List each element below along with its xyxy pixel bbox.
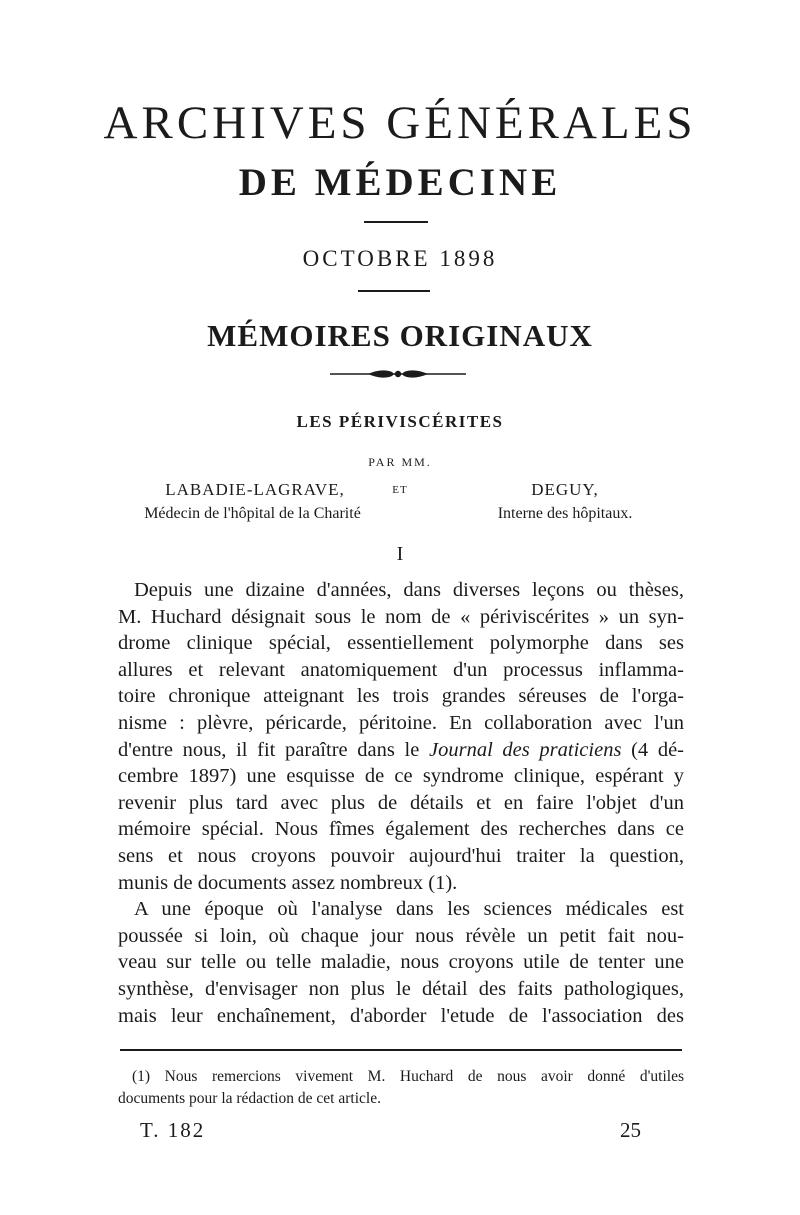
ornament-divider [330,366,466,382]
body-line: cembre 1897) une esquisse de ce syndrome clinique, espérant y [118,765,684,788]
body-line-with-citation [118,737,684,764]
footnote-line: documents pour la rédaction de cet article. [118,1090,381,1107]
journal-title: ARCHIVES GÉNÉRALES [103,97,697,149]
date-rule [358,290,430,292]
body-line: sens et nous croyons pouvoir aujourd'hui traiter la question, [118,844,684,867]
footnote-line: (1) Nous remercions vivement M. Huchard de nous avoir donné d'utiles [132,1068,684,1085]
page-number: 25 [620,1118,641,1142]
body-line: A une époque où l'analyse dans les sciences médicales est [134,898,684,921]
author-1-role: Médecin de l'hôpital de la Charité [144,505,361,522]
body-text-fragment: (4 dé- [631,738,685,761]
author-2-name: DEGUY, [531,480,599,499]
body-line: allures et relevant anatomiquement d'un processus inflamma- [118,658,684,681]
issue-date: OCTOBRE 1898 [302,246,498,271]
body-line: toire chronique atteignant les trois grandes séreuses de l'orga- [118,685,684,708]
footnote-rule [120,1049,682,1051]
journal-subtitle: DE MÉDECINE [238,161,562,204]
volume-number: T. 182 [140,1118,206,1142]
byline: PAR MM. [368,455,432,469]
author-conjunction: ET [392,484,408,496]
body-line: revenir plus tard avec plus de détails et en faire l'objet d'un [118,791,684,814]
body-line: Depuis une dizaine d'années, dans diverses leçons ou thèses, [134,579,684,601]
section-title: MÉMOIRES ORIGINAUX [207,318,593,353]
author-1-name: LABADIE-LAGRAVE, [165,480,345,499]
title-rule [364,221,428,223]
article-title: LES PÉRIVISCÉRITES [296,412,504,431]
author-2-role: Interne des hôpitaux. [497,505,633,522]
body-line: nisme : plèvre, péricarde, péritoine. En collaboration avec l'un [118,711,684,734]
body-line: munis de documents assez nombreux (1). [118,871,458,894]
section-number: I [396,543,404,565]
body-line: M. Huchard désignait sous le nom de « périviscérites » un syn- [118,605,684,628]
body-line: mais leur enchaînement, d'aborder l'etude de l'association des [118,1004,684,1027]
article-body [118,577,684,1029]
journal-citation: Journal des praticiens [429,738,622,761]
body-text-fragment: d'entre nous, il fit paraître dans le [118,738,420,761]
body-line: mémoire spécial. Nous fîmes également des recherches dans ce [118,818,684,841]
body-line: veau sur telle ou telle maladie, nous croyons utile de tenter une [118,951,684,974]
body-line: poussée si loin, où chaque jour nous révèle un petit fait nou- [118,924,684,947]
body-line: drome clinique spécial, essentiellement polymorphe dans ses [118,632,684,655]
body-line: synthèse, d'envisager non plus le détail des faits pathologiques, [118,977,684,1000]
footnote [118,1066,684,1110]
